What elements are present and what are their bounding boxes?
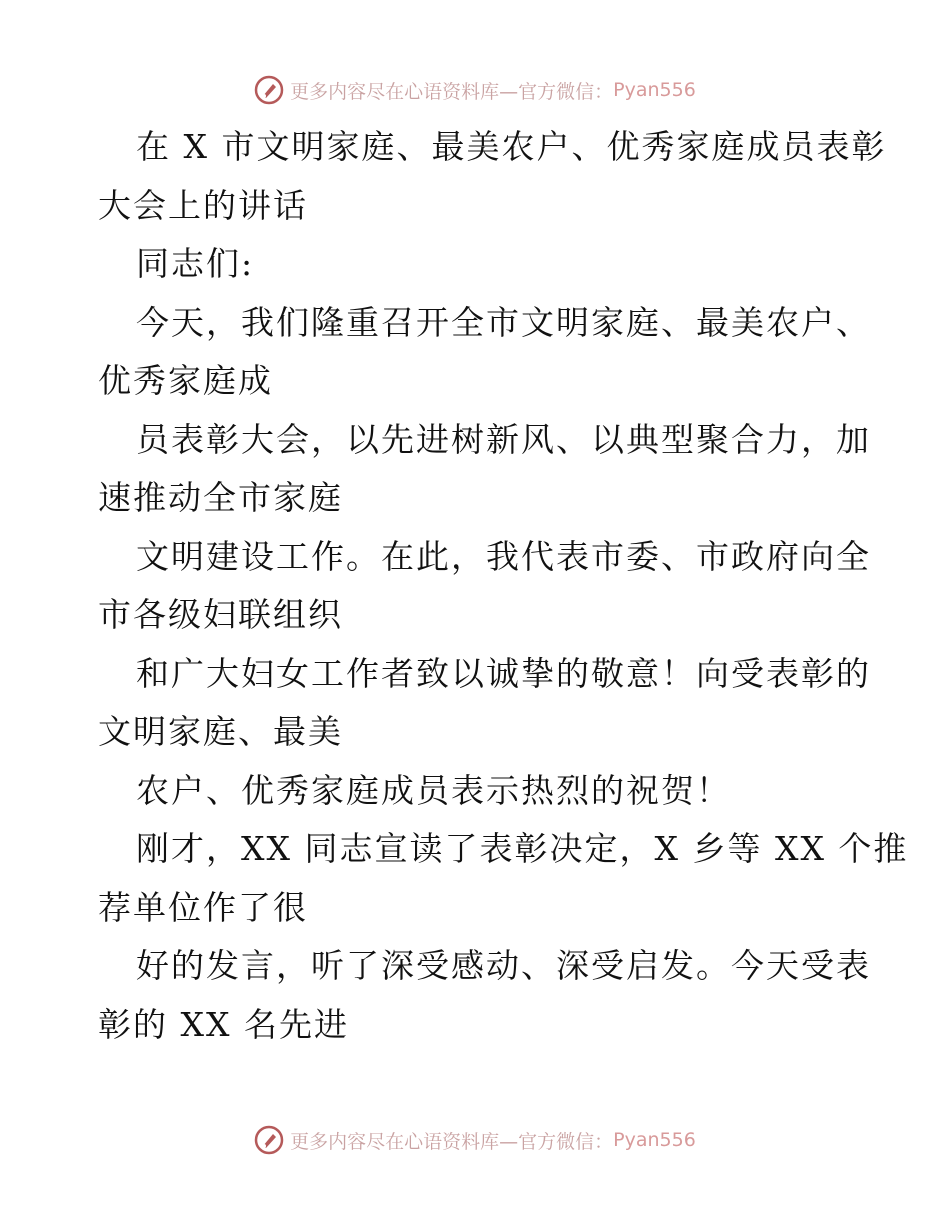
title-line-2: 大会上的讲话	[98, 185, 308, 225]
paragraph-line: 刚才，XX 同志宣读了表彰决定，X 乡等 XX 个推	[136, 829, 909, 868]
paragraph-line: 市各级妇联组织	[98, 595, 343, 634]
paragraph-line: 好的发言，听了深受感动、深受启发。今天受表	[136, 946, 871, 985]
paragraph-line: 员表彰大会，以先进树新风、以典型聚合力，加	[136, 419, 871, 459]
paragraph-line: 彰的 XX 名先进	[98, 1004, 349, 1044]
header-watermark	[0, 70, 950, 110]
paragraph-line: 速推动全市家庭	[98, 478, 343, 517]
paragraph-line: 文明建设工作。在此，我代表市委、市政府向全	[136, 536, 871, 576]
salutation-line: 同志们:	[136, 244, 255, 283]
paragraph-line: 优秀家庭成	[98, 361, 273, 400]
title-line-1: 在 X 市文明家庭、最美农户、优秀家庭成员表彰	[136, 127, 887, 166]
paragraph-line: 今天，我们隆重召开全市文明家庭、最美农户、	[136, 302, 871, 342]
pen-nib-logo-icon	[254, 75, 284, 105]
paragraph-line: 农户、优秀家庭成员表示热烈的祝贺！	[136, 770, 731, 810]
paragraph-line: 文明家庭、最美	[98, 712, 343, 751]
pen-nib-logo-icon	[254, 1125, 284, 1155]
watermark-text: 更多内容尽在心语资料库—官方微信：	[290, 1130, 614, 1153]
watermark-account: Pyan556	[613, 1129, 696, 1151]
footer-watermark	[0, 1120, 950, 1160]
watermark-account: Pyan556	[613, 79, 696, 101]
paragraph-line: 和广大妇女工作者致以诚挚的敬意！向受表彰的	[136, 653, 871, 693]
document-body	[98, 118, 909, 1054]
watermark-text: 更多内容尽在心语资料库—官方微信：	[290, 80, 614, 103]
paragraph-line: 荐单位作了很	[98, 887, 308, 927]
